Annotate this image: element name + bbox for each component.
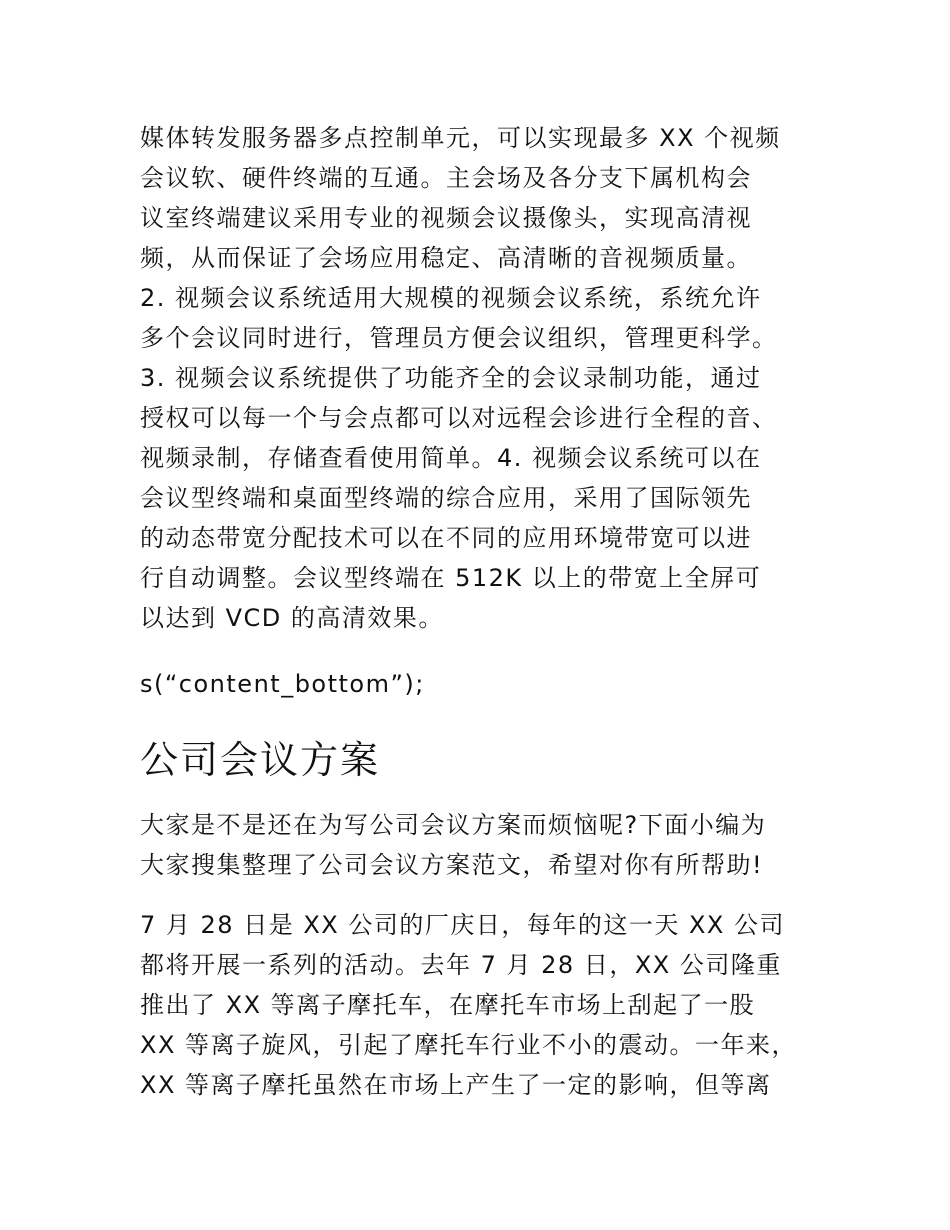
text-line: 7 月 28 日是 XX 公司的厂庆日，每年的这一天 XX 公司: [140, 911, 785, 939]
text-line: 会议软、硬件终端的互通。主会场及各分支下属机构会: [140, 164, 752, 192]
text-line: 推出了 XX 等离子摩托车，在摩托车市场上刮起了一股: [140, 991, 756, 1019]
text-line: 都将开展一系列的活动。去年 7 月 28 日，XX 公司隆重: [140, 951, 782, 979]
text-line: 以达到 VCD 的高清效果。: [140, 604, 444, 632]
text-line: 多个会议同时进行，管理员方便会议组织，管理更科学。: [140, 324, 778, 352]
text-line: 会议型终端和桌面型终端的综合应用，采用了国际领先: [140, 484, 752, 512]
text-line: 媒体转发服务器多点控制单元，可以实现最多 XX 个视频: [140, 124, 781, 152]
text-line: XX 等离子摩托虽然在市场上产生了一定的影响，但等离: [140, 1071, 772, 1099]
section-heading: [140, 733, 840, 787]
code-text: s(“content_bottom”);: [140, 670, 425, 698]
intro-paragraph: [140, 118, 840, 638]
text-line: 视频录制，存储查看使用简单。4. 视频会议系统可以在: [140, 444, 762, 472]
page-title: 公司会议方案: [140, 738, 381, 782]
text-line: XX 等离子旋风，引起了摩托车行业不小的震动。一年来，: [140, 1031, 798, 1059]
text-line: 行自动调整。会议型终端在 512K 以上的带宽上全屏可: [140, 564, 762, 592]
text-line: 大家搜集整理了公司会议方案范文，希望对你有所帮助!: [140, 851, 764, 879]
body-paragraph: [140, 905, 840, 1105]
text-line: 大家是不是还在为写公司会议方案而烦恼呢?下面小编为: [140, 811, 767, 839]
code-snippet: [140, 664, 840, 704]
text-line: 3. 视频会议系统提供了功能齐全的会议录制功能，通过: [140, 364, 762, 392]
text-line: 频，从而保证了会场应用稳定、高清晰的音视频质量。: [140, 244, 752, 272]
text-line: 议室终端建议采用专业的视频会议摄像头，实现高清视: [140, 204, 752, 232]
text-line: 的动态带宽分配技术可以在不同的应用环境带宽可以进: [140, 524, 752, 552]
text-line: 授权可以每一个与会点都可以对远程会诊进行全程的音、: [140, 404, 778, 432]
lead-paragraph: [140, 805, 840, 885]
text-line: 2. 视频会议系统适用大规模的视频会议系统，系统允许: [140, 284, 762, 312]
